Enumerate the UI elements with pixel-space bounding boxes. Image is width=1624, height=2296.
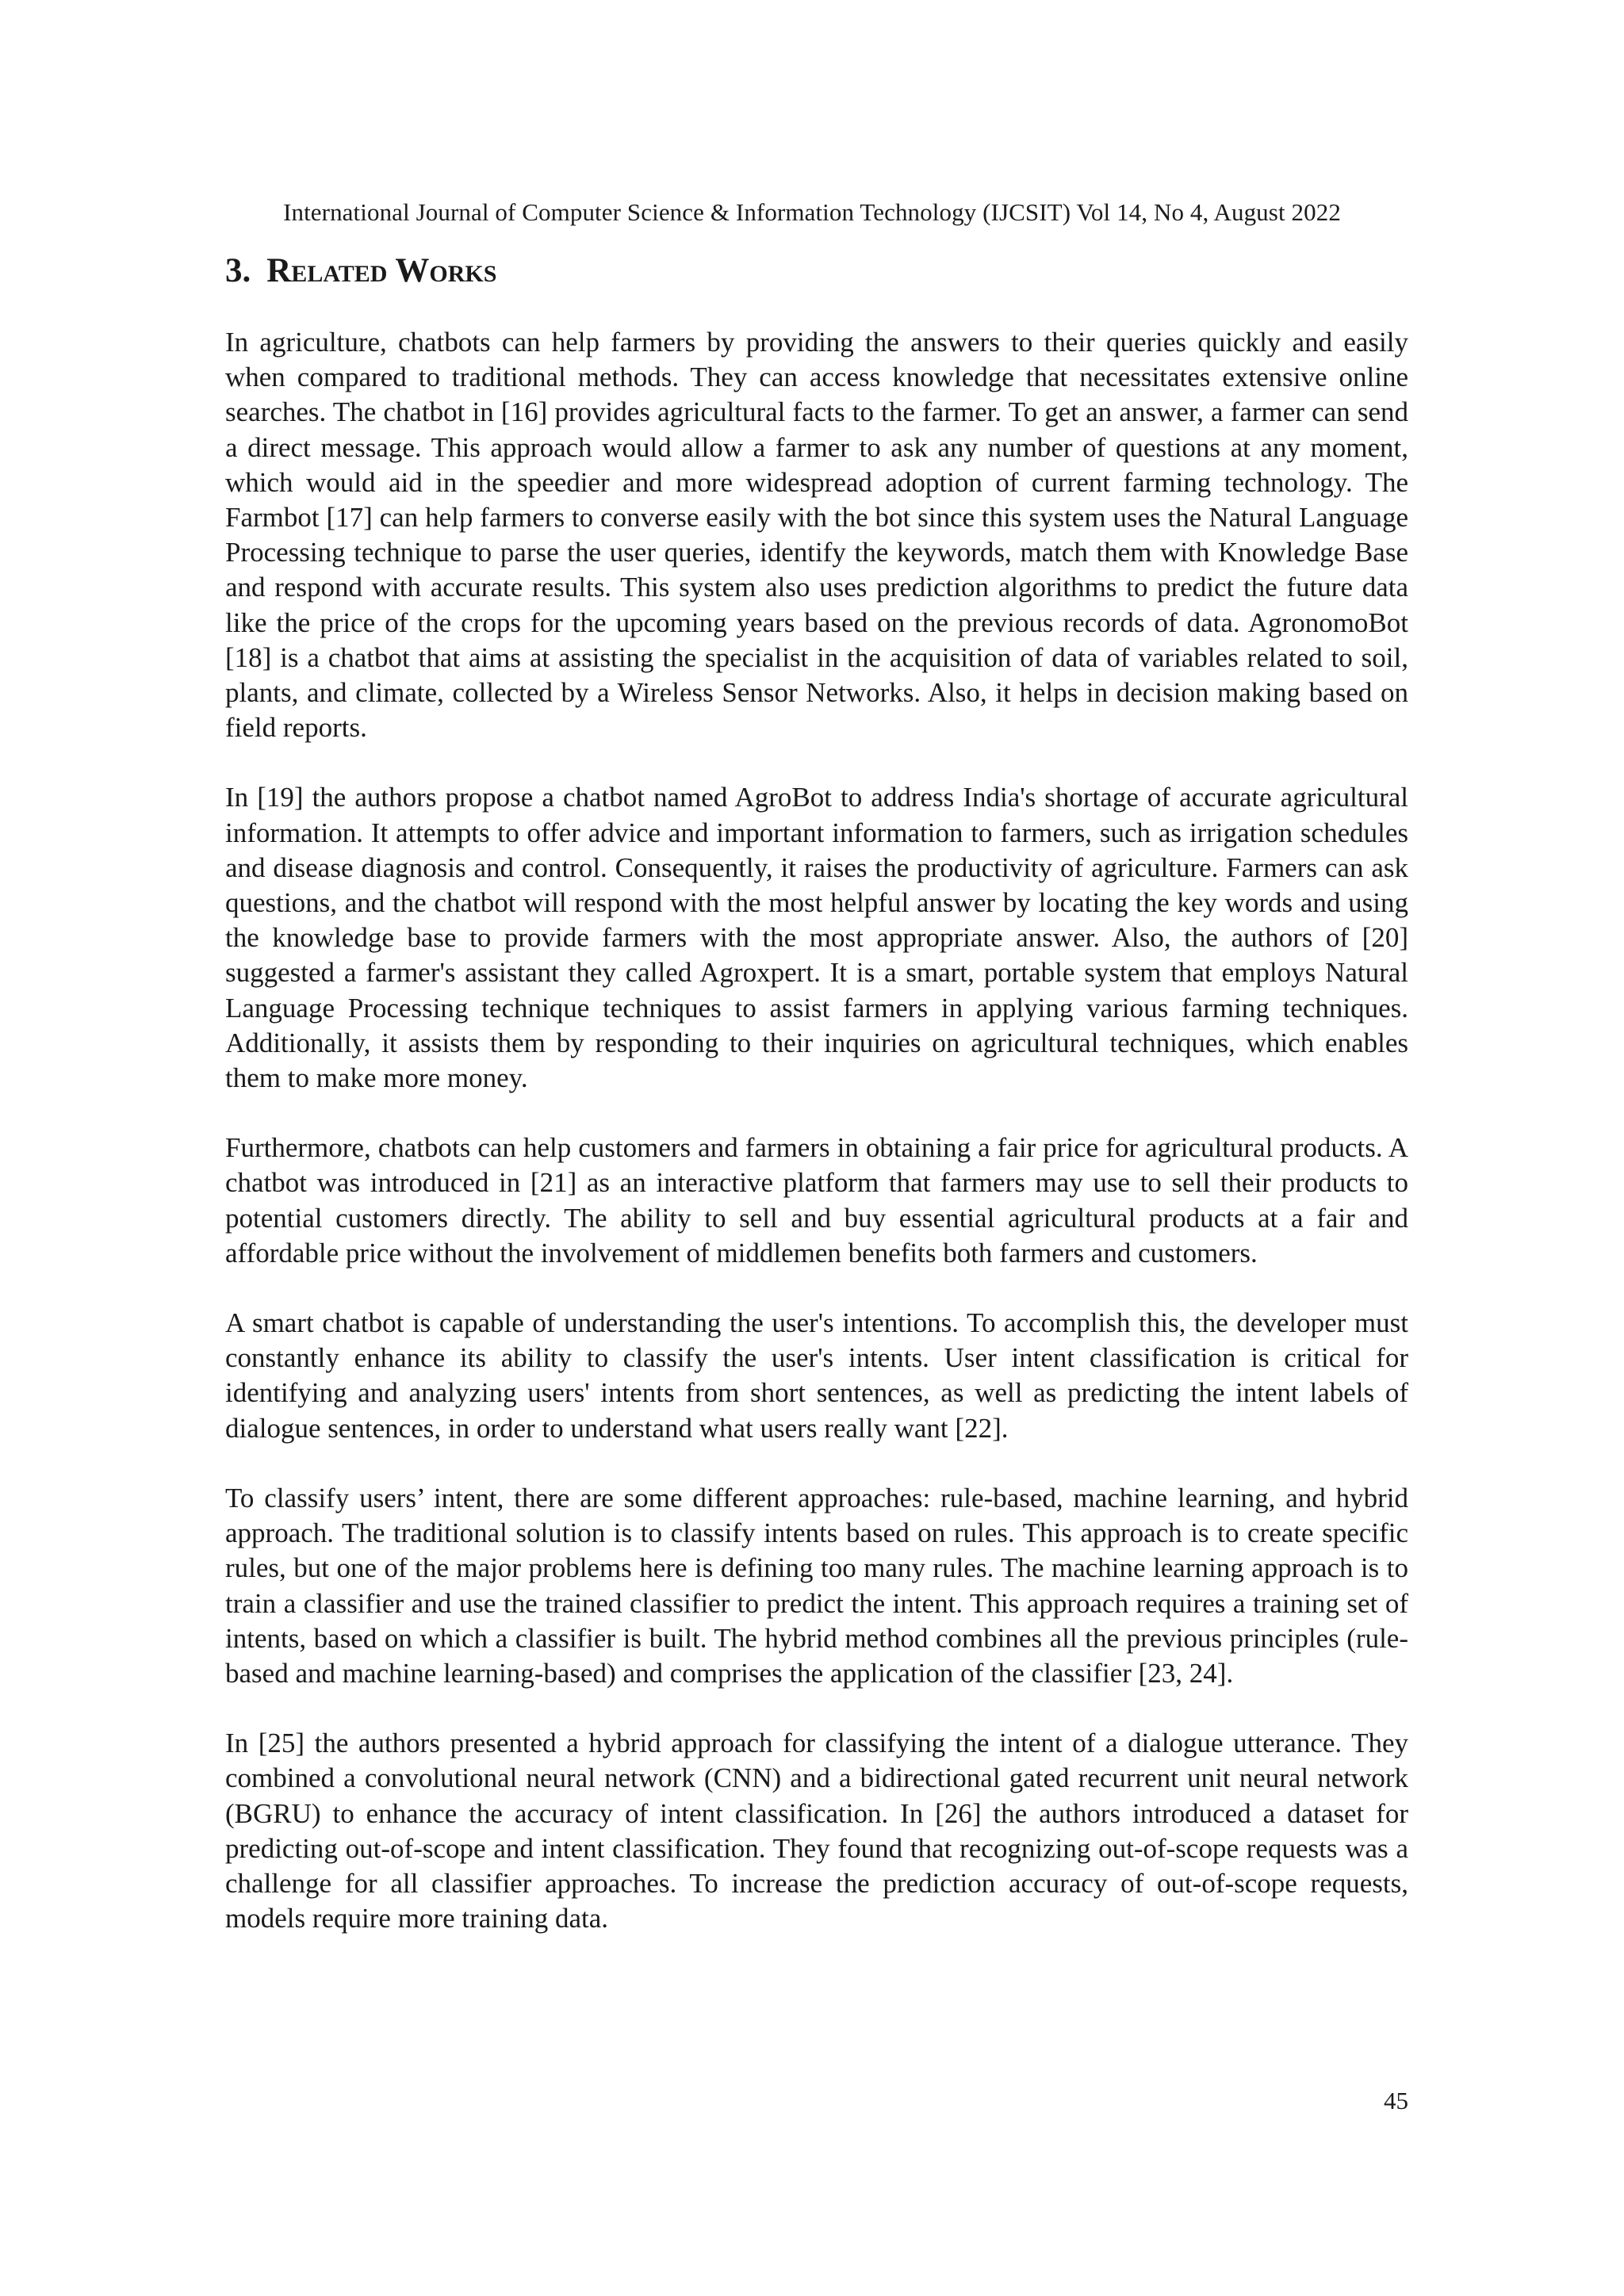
running-header: International Journal of Computer Science & Information Technology (IJCSIT) Vol 14, No 4, August 2022 — [283, 198, 1341, 226]
paragraph: Furthermore, chatbots can help customers and farmers in obtaining a fair price for agricultural products. A chatbot was introduced in [21] as an interactive platform that farmers may use to sell their products to potential customers directly. The ability to sell and buy essential agricultural products at a fair and affordable price without the involvement of middlemen benefits both farmers and customers. — [225, 1132, 1408, 1269]
paragraph: In agriculture, chatbots can help farmers by providing the answers to their queries quickly and easily when compared to traditional methods. They can access knowledge that necessitates extensive online searches. The chatbot in [16] provides agricultural facts to the farmer. To get an answer, a farmer can send a direct message. This approach would allow a farmer to ask any number of questions at any moment, which would aid in the speedier and more widespread adoption of current farming technology. The Farmbot [17] can help farmers to converse easily with the bot since this system uses the Natural Language Processing technique to parse the user queries, identify the keywords, match them with Knowledge Base and respond with accurate results. This system also uses prediction algorithms to predict the future data like the price of the crops for the upcoming years based on the previous records of data. AgronomoBot [18] is a chatbot that aims at assisting the specialist in the acquisition of data of variables related to soil, plants, and climate, collected by a Wireless Sensor Networks. Also, it helps in decision making based on field reports. — [225, 327, 1408, 744]
page-number: 45 — [1384, 2087, 1408, 2114]
section-number: 3. — [225, 252, 251, 289]
body-text — [225, 325, 1408, 1971]
paragraph: To classify users’ intent, there are some different approaches: rule-based, machine learning, and hybrid approach. The traditional solution is to classify intents based on rules. This approach is to create specific rules, but one of the major problems here is defining too many rules. The machine learning approach is to train a classifier and use the trained classifier to predict the intent. This approach requires a training set of intents, based on which a classifier is built. The hybrid method combines all the previous principles (rule-based and machine learning-based) and comprises the application of the classifier [23, 24]. — [225, 1482, 1408, 1689]
section-title: Related Works — [266, 252, 497, 289]
paragraph: A smart chatbot is capable of understanding the user's intentions. To accomplish this, the developer must constantly enhance its ability to classify the user's intents. User intent classification is critical for identifying and analyzing users' intents from short sentences, as well as predicting the intent labels of dialogue sentences, in order to understand what users really want [22]. — [225, 1307, 1408, 1444]
section-heading — [225, 249, 496, 293]
paragraph: In [25] the authors presented a hybrid approach for classifying the intent of a dialogue utterance. They combined a convolutional neural network (CNN) and a bidirectional gated recurrent unit neural network (BGRU) to enhance the accuracy of intent classification. In [26] the authors introduced a dataset for predicting out-of-scope and intent classification. They found that recognizing out-of-scope requests was a challenge for all classifier approaches. To increase the prediction accuracy of out-of-scope requests, models require more training data. — [225, 1728, 1408, 1934]
paragraph: In [19] the authors propose a chatbot named AgroBot to address India's shortage of accurate agricultural information. It attempts to offer advice and important information to farmers, such as irrigation schedules and disease diagnosis and control. Consequently, it raises the productivity of agriculture. Farmers can ask questions, and the chatbot will respond with the most helpful answer by locating the key words and using the knowledge base to provide farmers with the most appropriate answer. Also, the authors of [20] suggested a farmer's assistant they called Agroxpert. It is a smart, portable system that employs Natural Language Processing technique techniques to assist farmers in applying various farming techniques. Additionally, it assists them by responding to their inquiries on agricultural techniques, which enables them to make more money. — [225, 782, 1408, 1094]
